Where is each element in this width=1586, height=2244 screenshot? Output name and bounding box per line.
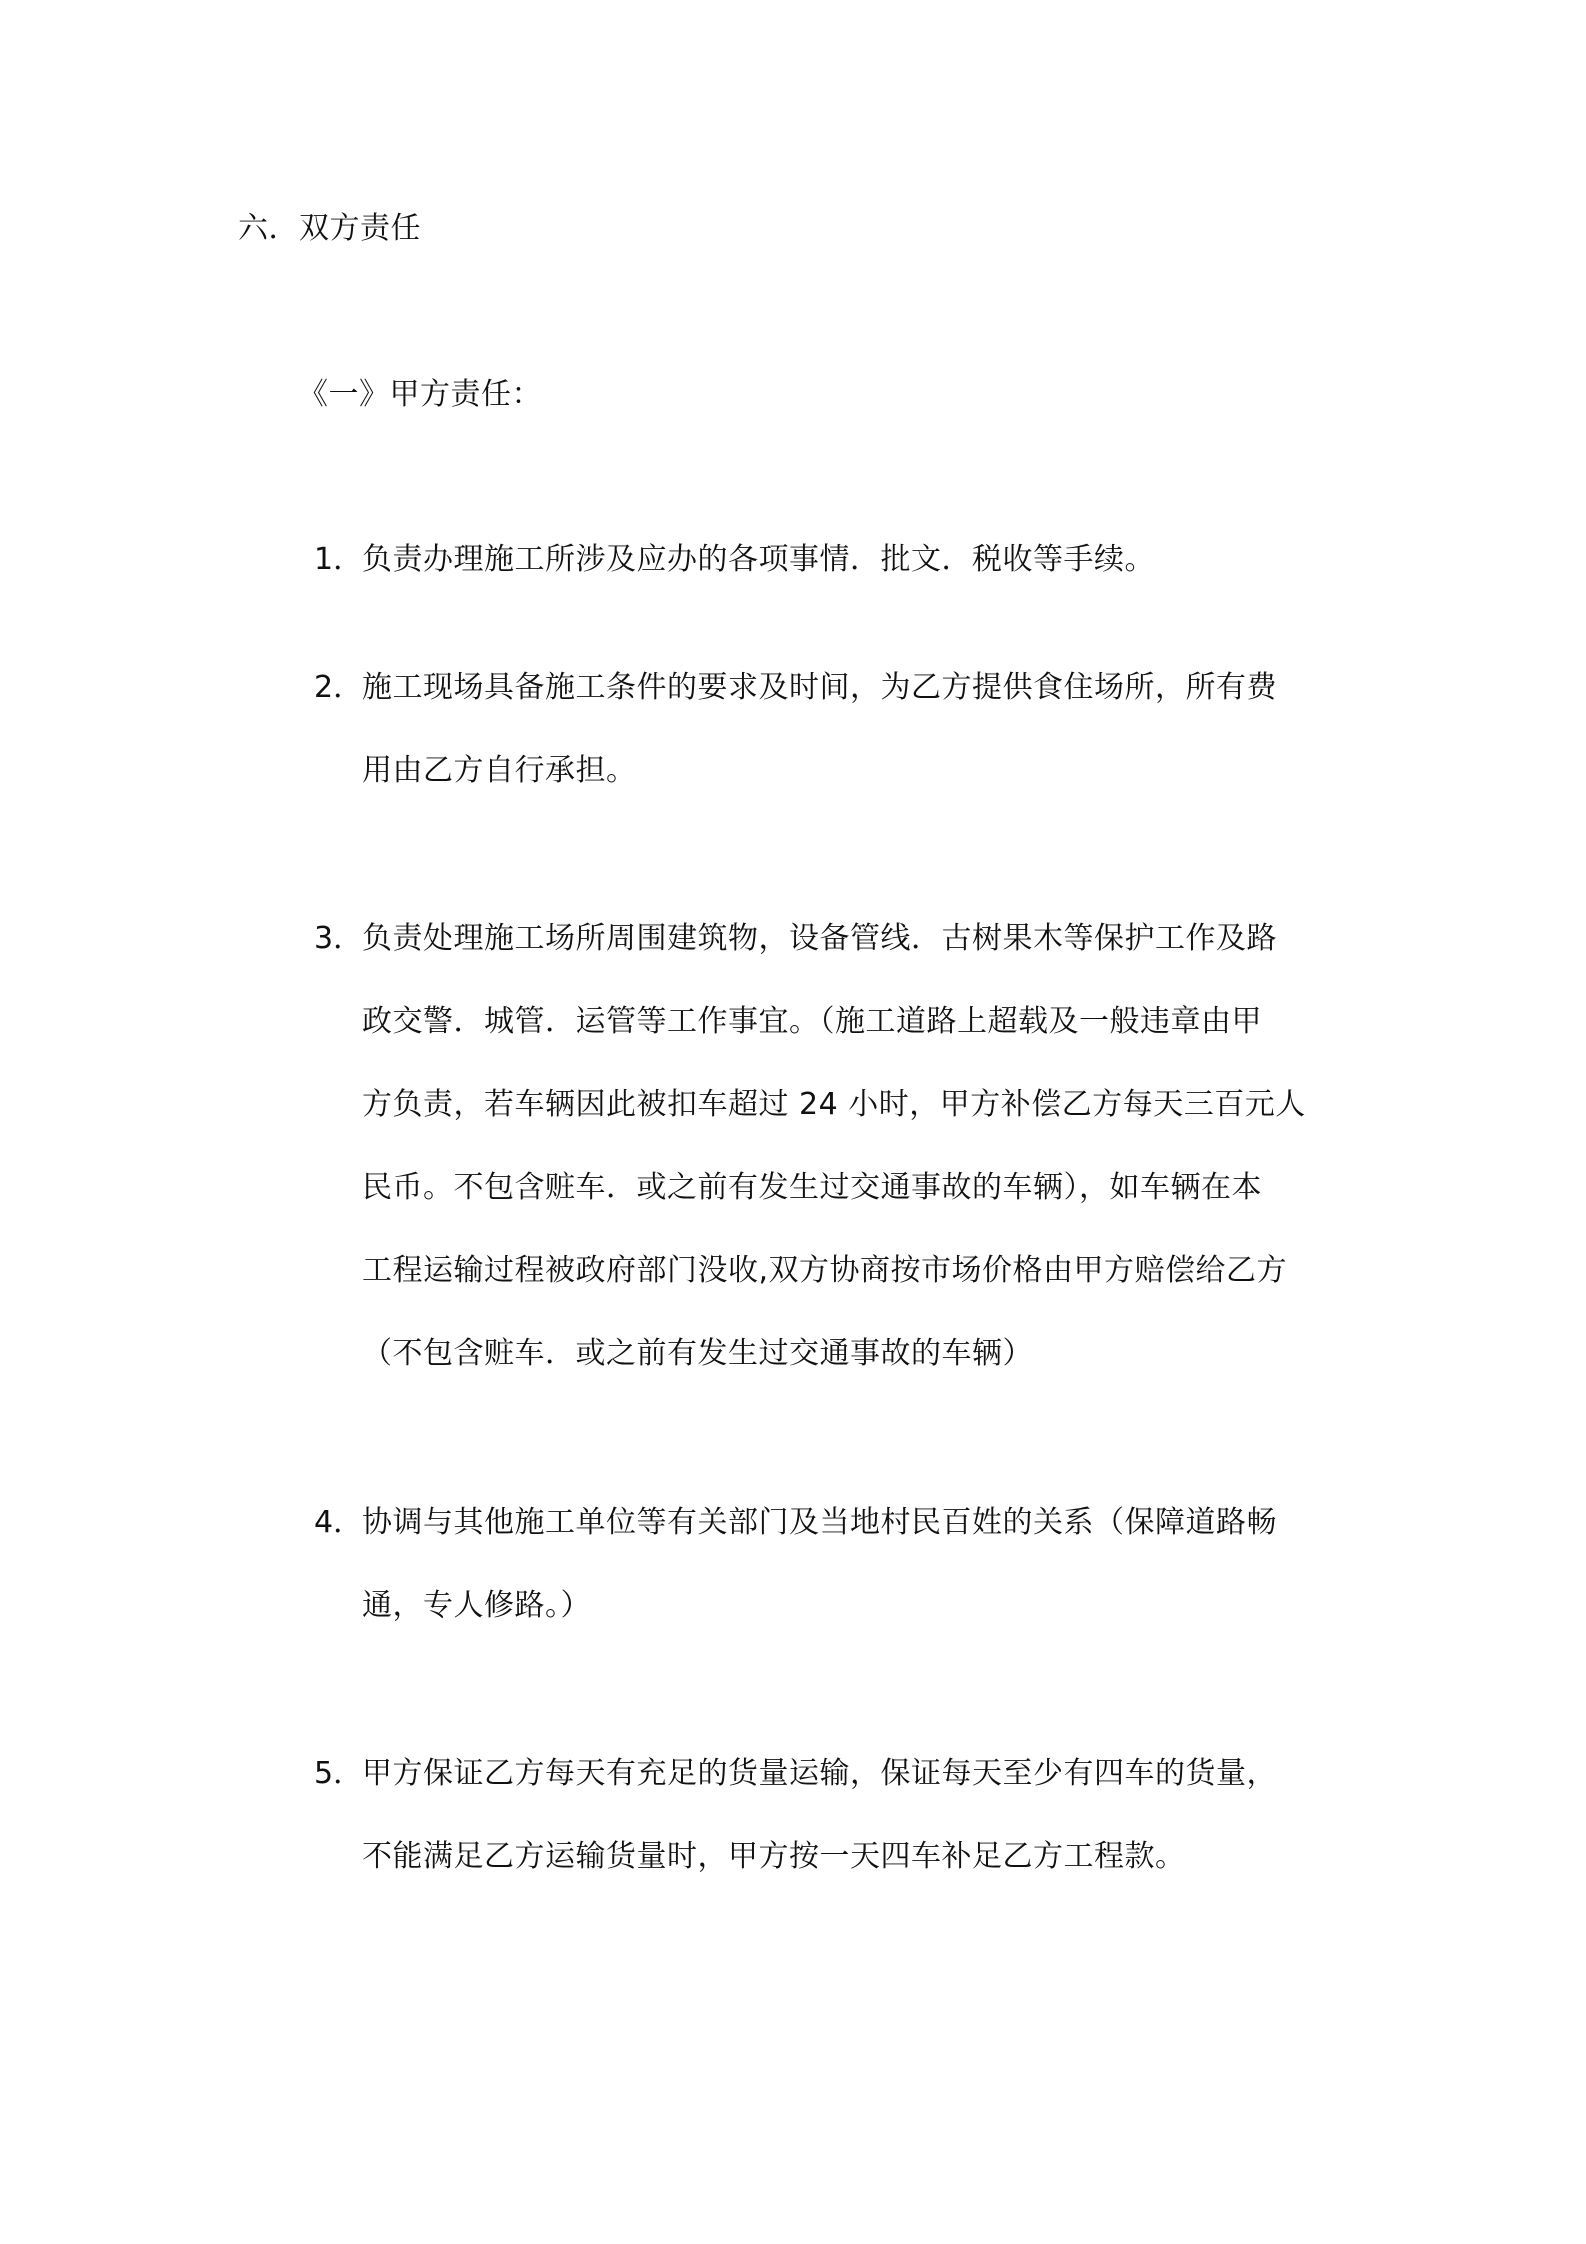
item-number: 2． <box>314 670 364 705</box>
item-text-line: 用由乙方自行承担。 <box>362 753 637 788</box>
item-number: 5． <box>314 1756 364 1791</box>
item-text-line: 甲方保证乙方每天有充足的货量运输，保证每天至少有四车的货量， <box>362 1756 1277 1791</box>
item-text-line: 施工现场具备施工条件的要求及时间，为乙方提供食住场所，所有费 <box>362 670 1277 705</box>
item-text-line: 工程运输过程被政府部门没收,双方协商按市场价格由甲方赔偿给乙方 <box>362 1253 1288 1288</box>
item-number: 1． <box>314 542 364 577</box>
item-text-line: 协调与其他施工单位等有关部门及当地村民百姓的关系（保障道路畅 <box>362 1505 1277 1540</box>
item-text-line: （不包含赃车．或之前有发生过交通事故的车辆） <box>362 1336 1033 1371</box>
item-text-line: 负责处理施工场所周围建筑物，设备管线．古树果木等保护工作及路 <box>362 921 1277 956</box>
item-text-line: 不能满足乙方运输货量时，甲方按一天四车补足乙方工程款。 <box>362 1839 1186 1874</box>
item-text-line: 民币。不包含赃车．或之前有发生过交通事故的车辆），如车辆在本 <box>362 1170 1262 1205</box>
item-text-line: 政交警．城管．运管等工作事宜。（施工道路上超载及一般违章由甲 <box>362 1004 1262 1039</box>
section-title: 六．双方责任 <box>238 211 421 246</box>
item-text-line: 通，专人修路。） <box>362 1588 591 1623</box>
subsection-title: 《一》甲方责任： <box>298 377 542 412</box>
item-number: 4． <box>314 1505 364 1540</box>
item-text-line: 负责办理施工所涉及应办的各项事情．批文．税收等手续。 <box>362 542 1155 577</box>
item-number: 3． <box>314 921 364 956</box>
item-text-line: 方负责，若车辆因此被扣车超过 24 小时，甲方补偿乙方每天三百元人 <box>362 1087 1306 1122</box>
